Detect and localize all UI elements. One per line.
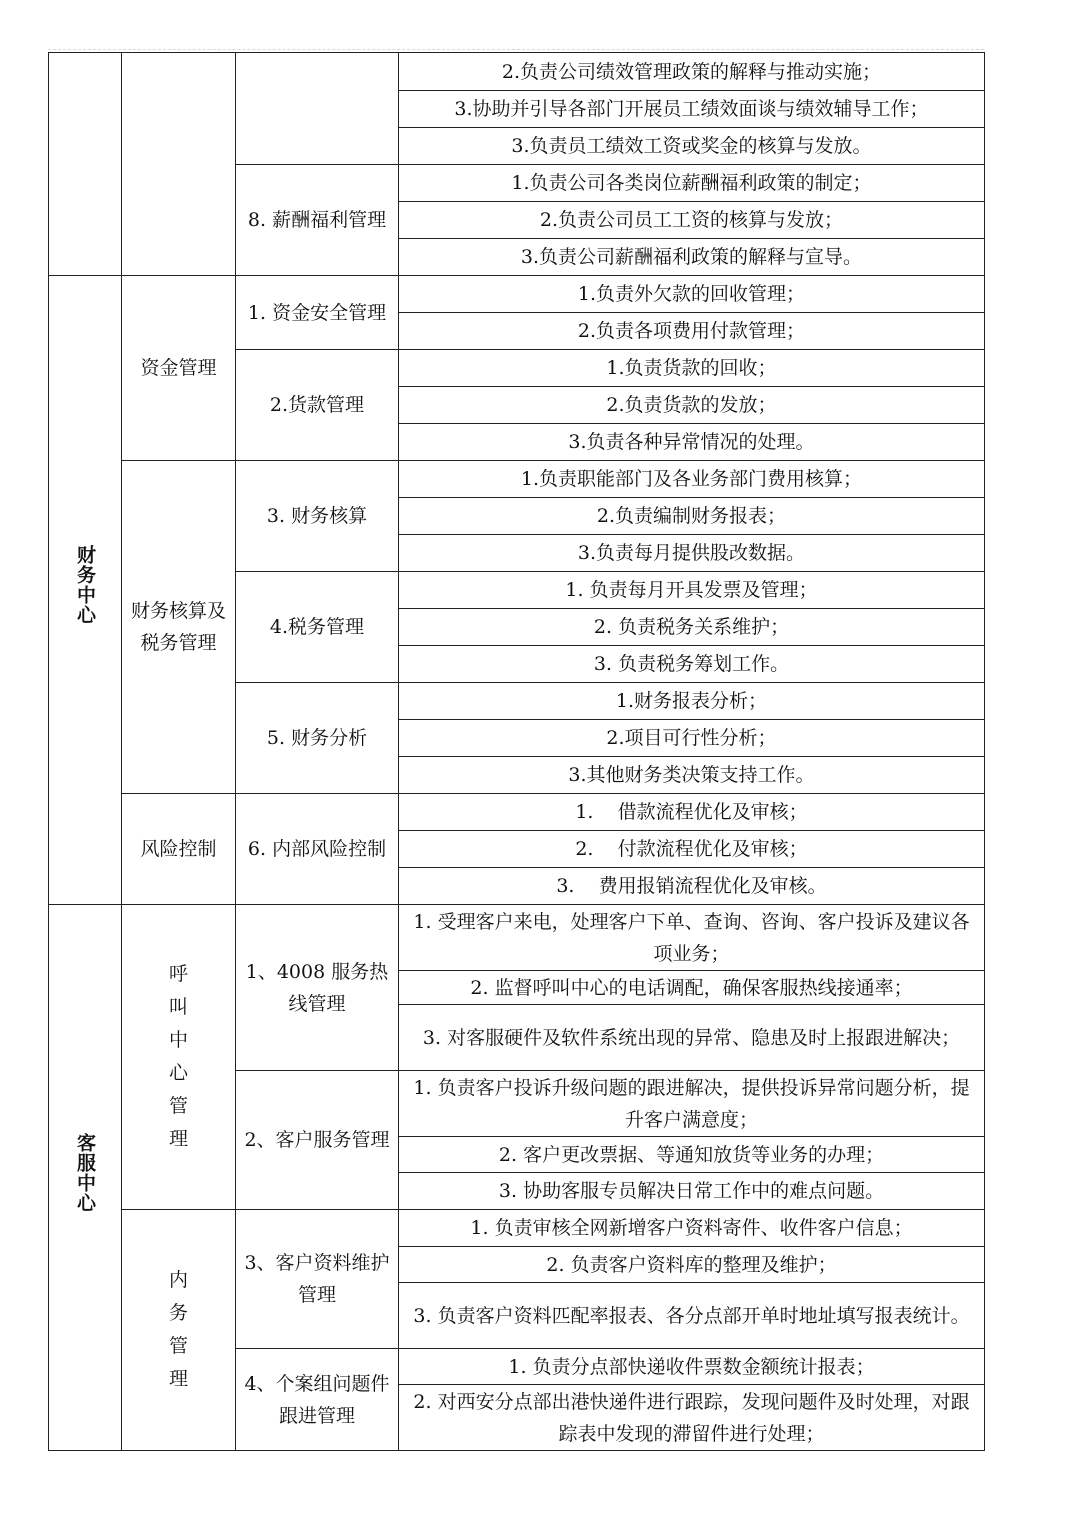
duty-cell: 3. 费用报销流程优化及审核。 (399, 868, 985, 905)
function-cell: 1、4008 服务热线管理 (236, 905, 399, 1071)
duty-cell: 1. 负责分点部快递收件票数金额统计报表； (399, 1349, 985, 1385)
duty-cell: 3.协助并引导各部门开展员工绩效面谈与绩效辅导工作； (399, 91, 985, 128)
function-cell: 3. 财务核算 (236, 461, 399, 572)
module-cell: 财务核算及税务管理 (122, 461, 236, 794)
duty-cell: 2.项目可行性分析； (399, 720, 985, 757)
duty-cell: 2. 负责客户资料库的整理及维护； (399, 1247, 985, 1283)
duty-cell: 1.负责外欠款的回收管理； (399, 276, 985, 313)
duty-cell: 1. 受理客户来电，处理客户下单、查询、咨询、客户投诉及建议各项业务； (399, 905, 985, 971)
duty-cell: 3. 负责客户资料匹配率报表、各分点部开单时地址填写报表统计。 (399, 1283, 985, 1349)
duty-cell: 2.负责公司员工工资的核算与发放； (399, 202, 985, 239)
module-cell: 风险控制 (122, 794, 236, 905)
function-cell: 4、个案组问题件跟进管理 (236, 1349, 399, 1451)
duty-cell: 3.负责公司薪酬福利政策的解释与宣导。 (399, 239, 985, 276)
center-cell (49, 53, 122, 276)
module-cell (122, 1210, 236, 1451)
center-label: 财务中心 (74, 545, 96, 625)
module-label: 呼叫中心管理 (168, 963, 188, 1150)
duty-cell: 3.负责各种异常情况的处理。 (399, 424, 985, 461)
duty-cell: 3.负责每月提供股改数据。 (399, 535, 985, 572)
duty-cell: 1. 负责每月开具发票及管理； (399, 572, 985, 609)
center-cell (49, 276, 122, 905)
function-cell: 3、客户资料维护管理 (236, 1210, 399, 1349)
duty-cell: 1.负责职能部门及各业务部门费用核算； (399, 461, 985, 498)
responsibility-table (48, 52, 985, 1451)
duty-cell: 2. 付款流程优化及审核； (399, 831, 985, 868)
function-cell: 2、客户服务管理 (236, 1071, 399, 1210)
duty-cell: 1. 借款流程优化及审核； (399, 794, 985, 831)
module-label: 内务管理 (168, 1269, 188, 1390)
function-cell (236, 53, 399, 165)
duty-cell: 2.负责公司绩效管理政策的解释与推动实施； (399, 53, 985, 91)
function-cell: 8. 薪酬福利管理 (236, 165, 399, 276)
duty-cell: 2.负责各项费用付款管理； (399, 313, 985, 350)
page-top-edge (48, 49, 984, 50)
duty-cell: 3. 对客服硬件及软件系统出现的异常、隐患及时上报跟进解决； (399, 1005, 985, 1071)
function-cell: 1. 资金安全管理 (236, 276, 399, 350)
duty-cell: 3.其他财务类决策支持工作。 (399, 757, 985, 794)
duty-cell: 1.负责货款的回收； (399, 350, 985, 387)
duty-cell: 1.财务报表分析； (399, 683, 985, 720)
duty-cell: 2. 客户更改票据、等通知放货等业务的办理； (399, 1137, 985, 1173)
duty-cell: 3. 协助客服专员解决日常工作中的难点问题。 (399, 1173, 985, 1210)
duty-cell: 2.负责货款的发放； (399, 387, 985, 424)
duty-cell: 2. 监督呼叫中心的电话调配，确保客服热线接通率； (399, 971, 985, 1005)
center-cell (49, 905, 122, 1451)
module-cell (122, 53, 236, 276)
function-cell: 2.货款管理 (236, 350, 399, 461)
module-cell: 资金管理 (122, 276, 236, 461)
duty-cell: 1. 负责审核全网新增客户资料寄件、收件客户信息； (399, 1210, 985, 1247)
duty-cell: 3.负责员工绩效工资或奖金的核算与发放。 (399, 128, 985, 165)
function-cell: 4.税务管理 (236, 572, 399, 683)
duty-cell: 2.负责编制财务报表； (399, 498, 985, 535)
duty-cell: 2. 对西安分点部出港快递件进行跟踪，发现问题件及时处理，对跟踪表中发现的滞留件进行处理； (399, 1385, 985, 1451)
function-cell: 5. 财务分析 (236, 683, 399, 794)
duty-cell: 2. 负责税务关系维护； (399, 609, 985, 646)
duty-cell: 3. 负责税务筹划工作。 (399, 646, 985, 683)
function-cell: 6. 内部风险控制 (236, 794, 399, 905)
duty-cell: 1.负责公司各类岗位薪酬福利政策的制定； (399, 165, 985, 202)
center-label: 客服中心 (74, 1132, 96, 1213)
duty-cell: 1. 负责客户投诉升级问题的跟进解决，提供投诉异常问题分析，提升客户满意度； (399, 1071, 985, 1137)
module-cell (122, 905, 236, 1210)
